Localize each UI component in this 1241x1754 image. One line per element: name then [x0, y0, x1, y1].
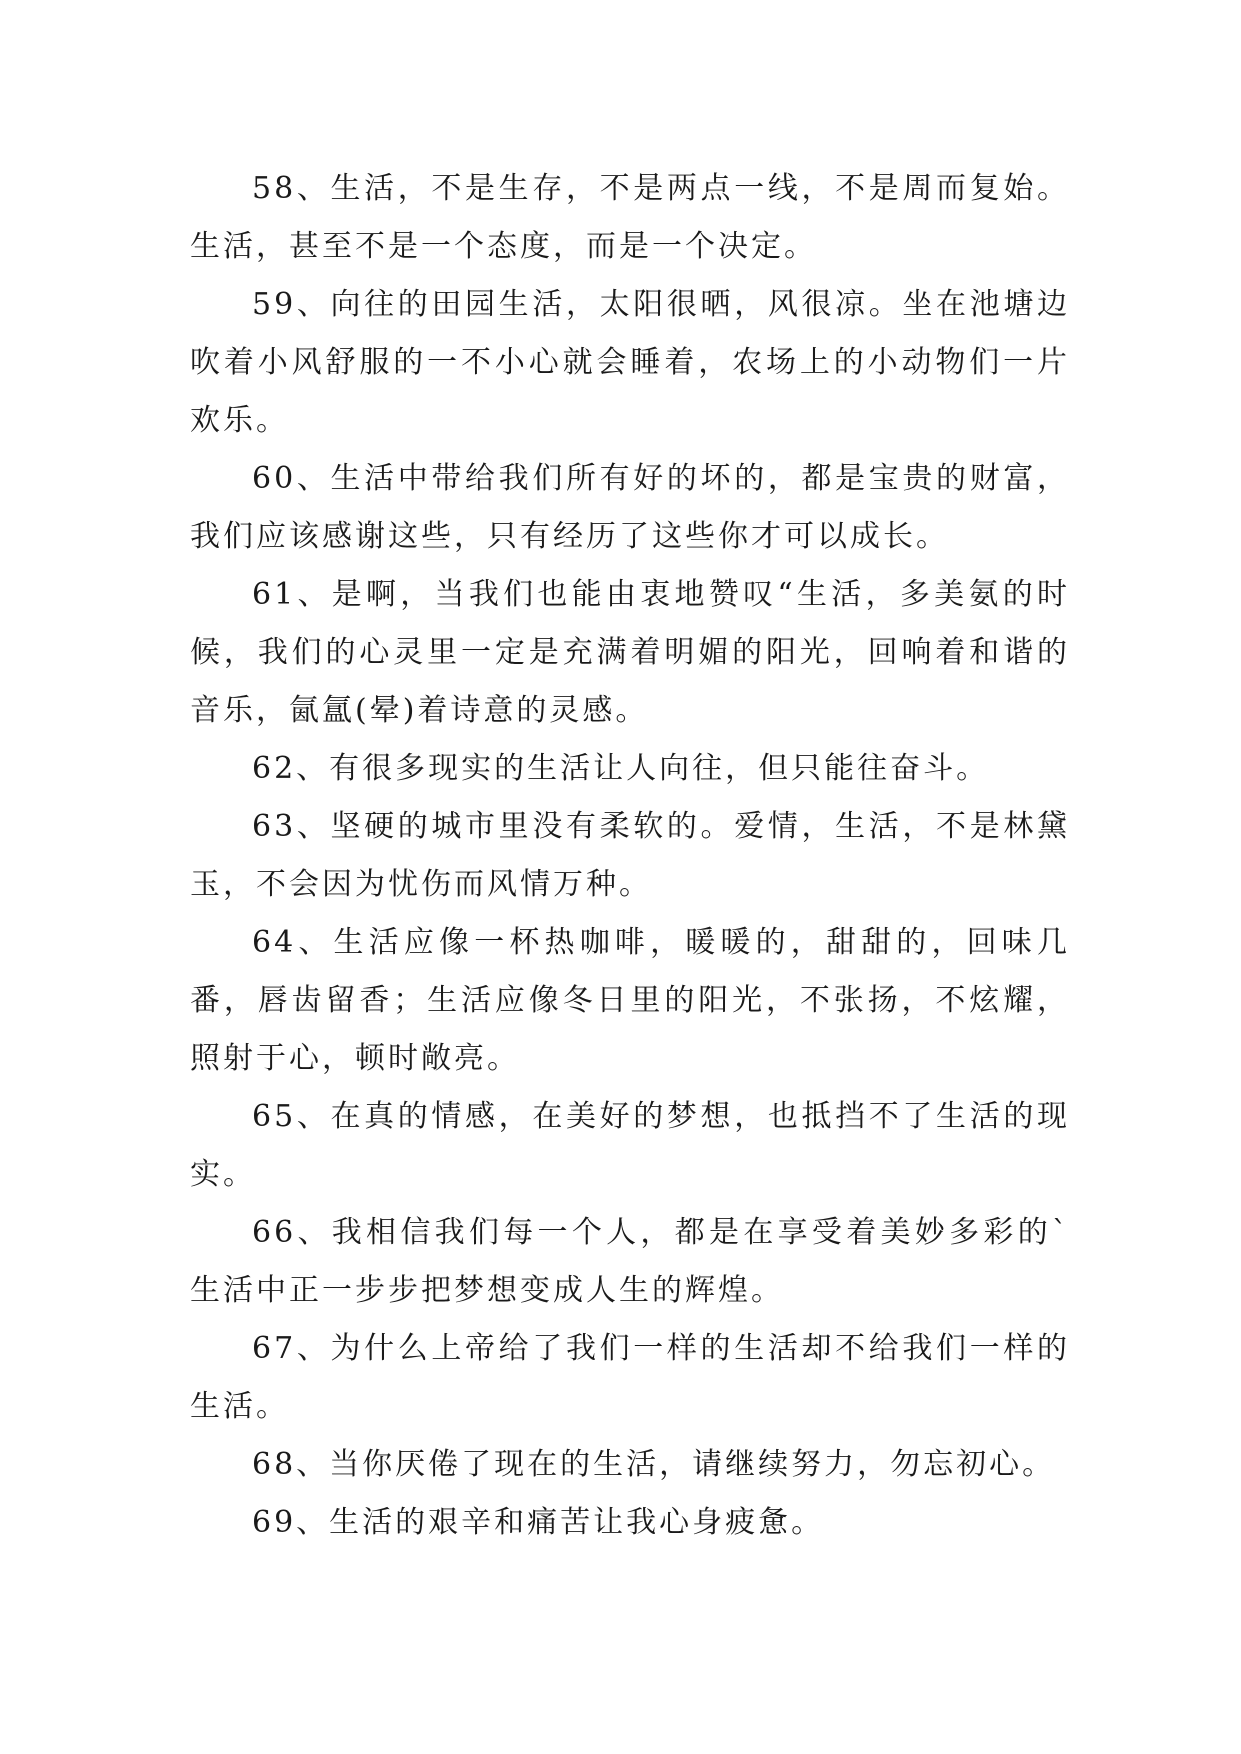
paragraph-67: 67、为什么上帝给了我们一样的生活却不给我们一样的生活。 — [190, 1331, 1070, 1424]
paragraph-66: 66、我相信我们每一个人，都是在享受着美妙多彩的`生活中正一步步把梦想变成人生的辉煌。 — [190, 1215, 1070, 1308]
paragraph-64: 64、生活应像一杯热咖啡，暖暖的，甜甜的，回味几番，唇齿留香；生活应像冬日里的阳光，不张扬，不炫耀，照射于心，顿时敞亮。 — [190, 925, 1070, 1076]
paragraph-65: 65、在真的情感，在美好的梦想，也抵挡不了生活的现实。 — [190, 1099, 1070, 1192]
paragraph-60: 60、生活中带给我们所有好的坏的，都是宝贵的财富，我们应该感谢这些，只有经历了这些你才可以成长。 — [190, 461, 1070, 554]
paragraph-63: 63、坚硬的城市里没有柔软的。爱情，生活，不是林黛玉，不会因为忧伤而风情万种。 — [190, 809, 1070, 902]
paragraph-69: 69、生活的艰辛和痛苦让我心身疲惫。 — [252, 1505, 825, 1540]
document-body — [190, 160, 1070, 1552]
paragraph-61: 61、是啊，当我们也能由衷地赞叹“生活，多美氨的时候，我们的心灵里一定是充满着明媚的阳光，回响着和谐的音乐，氤氲(晕)着诗意的灵感。 — [190, 577, 1070, 728]
paragraph-62: 62、有很多现实的生活让人向往，但只能往奋斗。 — [252, 751, 990, 786]
paragraph-68: 68、当你厌倦了现在的生活，请继续努力，勿忘初心。 — [252, 1447, 1056, 1482]
paragraph-58: 58、生活，不是生存，不是两点一线，不是周而复始。生活，甚至不是一个态度，而是一个决定。 — [190, 171, 1070, 264]
paragraph-59: 59、向往的田园生活，太阳很晒，风很凉。坐在池塘边吹着小风舒服的一不小心就会睡着，农场上的小动物们一片欢乐。 — [190, 287, 1070, 438]
